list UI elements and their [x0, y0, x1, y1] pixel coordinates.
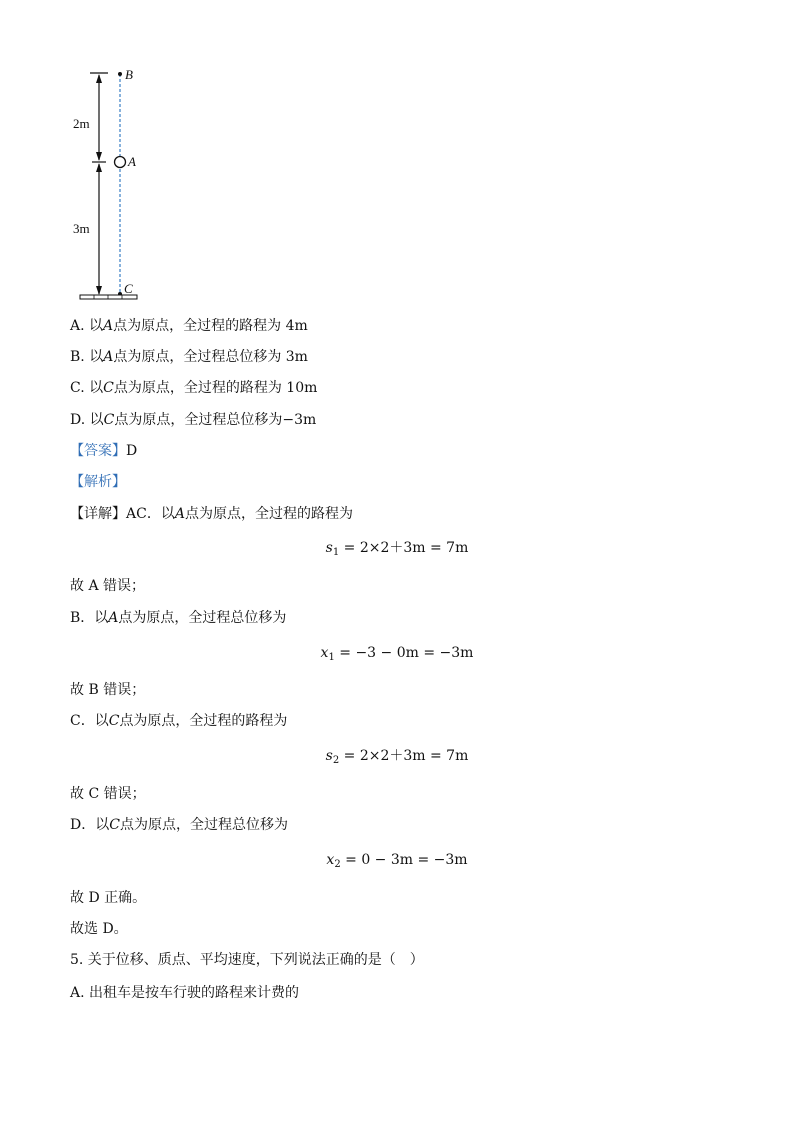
ball-A — [115, 157, 126, 168]
question-5-option-a: A. 出租车是按车行驶的路程来计费的 — [70, 985, 300, 1001]
eq-rhs: = 0 − 3m = −3m — [340, 852, 468, 868]
equation-3 — [0, 747, 794, 770]
detail-c — [70, 712, 287, 730]
eq-rhs: = −3 − 0m = −3m — [334, 645, 474, 661]
detail-text-post: 点为原点，全过程总位移为 — [118, 610, 287, 626]
detail-tag: 【详解】 — [70, 506, 126, 522]
label-3m: 3m — [73, 221, 90, 236]
option-b — [70, 348, 308, 366]
arrowhead-down-2 — [96, 286, 102, 295]
equation-4 — [0, 851, 794, 874]
eq-var: x — [326, 852, 335, 868]
arrowhead-up-2 — [96, 163, 102, 172]
label-C: C — [124, 281, 133, 296]
eq-var: s — [325, 540, 333, 556]
eq-var: x — [320, 645, 329, 661]
arrowhead-down-1 — [96, 152, 102, 161]
detail-text-pre: D．以 — [70, 817, 110, 833]
option-point: C — [103, 380, 114, 396]
eq-var: s — [325, 748, 333, 764]
answer-tag: 【答案】 — [70, 443, 126, 459]
eq-rhs: = 2×2＋3m = 7m — [339, 540, 469, 556]
analysis-tag: 【解析】 — [70, 474, 126, 490]
detail-text-pre: B．以 — [70, 610, 109, 626]
detail-point: C — [109, 817, 120, 833]
label-2m: 2m — [73, 116, 90, 131]
detail-b — [70, 609, 286, 627]
detail-text-post: 点为原点，全过程的路程为 — [184, 506, 353, 522]
conclusion-c: 故 C 错误； — [70, 786, 146, 802]
option-point: C — [103, 412, 115, 428]
detail-d — [70, 816, 288, 834]
eq-sub: 2 — [332, 755, 340, 766]
point-B — [118, 72, 122, 76]
final-selection: 故选 D。 — [70, 921, 128, 937]
option-a — [70, 317, 308, 335]
eq-rhs: = 2×2＋3m = 7m — [339, 748, 469, 764]
conclusion-d: 故 D 正确。 — [70, 890, 147, 906]
option-point: A — [103, 349, 114, 365]
equation-1 — [0, 539, 794, 562]
option-prefix: A. — [70, 318, 85, 334]
eq-sub: 1 — [328, 652, 335, 663]
conclusion-a: 故 A 错误； — [70, 578, 146, 594]
option-text-pre: 以 — [89, 349, 104, 365]
motion-diagram — [70, 64, 160, 304]
question-5: 5. 关于位移、质点、平均速度，下列说法正确的是（ ） — [70, 952, 424, 968]
option-text-pre: 以 — [89, 318, 104, 334]
detail-text-pre: C．以 — [70, 713, 109, 729]
detail-point: A — [174, 506, 185, 522]
detail-text-pre: AC．以 — [126, 506, 175, 522]
option-prefix: B. — [70, 349, 85, 365]
option-text-post: 点为原点，全过程总位移为−3m — [114, 412, 317, 428]
label-B: B — [125, 67, 133, 82]
option-text-post: 点为原点，全过程总位移为 3m — [113, 349, 308, 365]
eq-sub: 2 — [334, 859, 341, 870]
detail-text-post: 点为原点，全过程总位移为 — [119, 817, 288, 833]
option-d — [70, 411, 316, 429]
conclusion-b: 故 B 错误； — [70, 682, 146, 698]
detail-point: C — [108, 713, 120, 729]
arrowhead-up-1 — [96, 74, 102, 83]
detail-line — [70, 505, 353, 523]
option-text-post: 点为原点，全过程的路程为 10m — [113, 380, 318, 396]
option-text-pre: 以 — [89, 412, 104, 428]
option-text-pre: 以 — [89, 380, 104, 396]
detail-text-post: 点为原点，全过程的路程为 — [119, 713, 288, 729]
option-text-post: 点为原点，全过程的路程为 4m — [113, 318, 308, 334]
equation-2 — [0, 644, 794, 667]
label-A: A — [128, 154, 136, 169]
option-prefix: C. — [70, 380, 85, 396]
option-c — [70, 379, 317, 397]
analysis-line — [70, 473, 126, 491]
answer-value: D — [126, 443, 138, 459]
option-prefix: D. — [70, 412, 86, 428]
answer-line — [70, 442, 137, 460]
eq-sub: 1 — [332, 547, 340, 558]
option-point: A — [103, 318, 114, 334]
detail-point: A — [108, 610, 119, 626]
